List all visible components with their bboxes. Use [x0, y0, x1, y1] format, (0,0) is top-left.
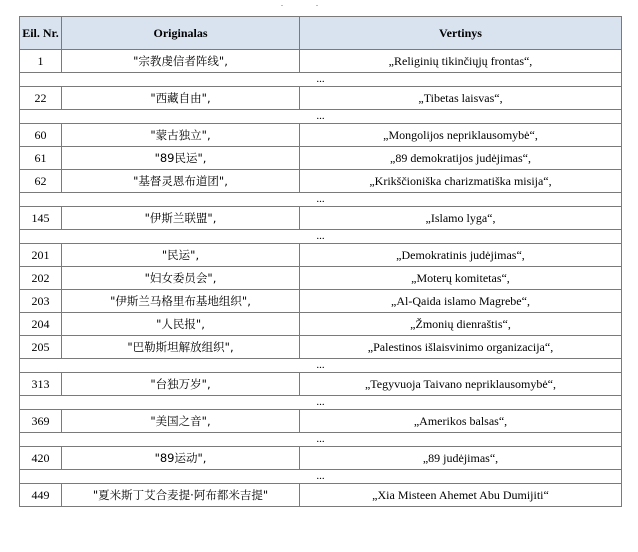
- table-row: [20, 87, 622, 110]
- row-original: "巴勒斯坦解放组织",: [62, 336, 300, 359]
- ellipsis-text: ...: [20, 359, 622, 373]
- ellipsis-text: ...: [20, 396, 622, 410]
- table-row: [20, 447, 622, 470]
- row-translation: „Žmonių dienraštis“,: [300, 313, 622, 336]
- row-number: 420: [20, 447, 62, 470]
- row-original: "伊斯兰联盟",: [62, 207, 300, 230]
- table-row: [20, 244, 622, 267]
- header-original: Originalas: [62, 17, 300, 50]
- row-translation: „Al-Qaida islamo Magrebe“,: [300, 290, 622, 313]
- ellipsis-text: ...: [20, 230, 622, 244]
- row-number: 204: [20, 313, 62, 336]
- table-row: [20, 290, 622, 313]
- header-translation: Vertinys: [300, 17, 622, 50]
- row-original: "89运动",: [62, 447, 300, 470]
- table-body: [20, 50, 622, 507]
- row-number: 201: [20, 244, 62, 267]
- table-row: [20, 207, 622, 230]
- ellipsis-text: ...: [20, 193, 622, 207]
- row-translation: „89 demokratijos judėjimas“,: [300, 147, 622, 170]
- row-translation: „Palestinos išlaisvinimo organizacija“,: [300, 336, 622, 359]
- ellipsis-row: [20, 470, 622, 484]
- ellipsis-row: [20, 359, 622, 373]
- row-number: 369: [20, 410, 62, 433]
- row-original: "台独万岁",: [62, 373, 300, 396]
- terms-table: [19, 16, 622, 507]
- table-row: [20, 50, 622, 73]
- row-number: 313: [20, 373, 62, 396]
- table-row: [20, 410, 622, 433]
- table-row: [20, 484, 622, 507]
- row-translation: „Xia Misteen Ahemet Abu Dumijiti“: [300, 484, 622, 507]
- ellipsis-text: ...: [20, 433, 622, 447]
- row-original: "西藏自由",: [62, 87, 300, 110]
- row-number: 202: [20, 267, 62, 290]
- table-row: [20, 147, 622, 170]
- row-number: 60: [20, 124, 62, 147]
- row-number: 1: [20, 50, 62, 73]
- row-translation: „Moterų komitetas“,: [300, 267, 622, 290]
- row-number: 205: [20, 336, 62, 359]
- row-number: 61: [20, 147, 62, 170]
- row-number: 449: [20, 484, 62, 507]
- table-header: [20, 17, 622, 50]
- row-translation: „Krikščioniška charizmatiška misija“,: [300, 170, 622, 193]
- ellipsis-text: ...: [20, 73, 622, 87]
- ellipsis-row: [20, 396, 622, 410]
- row-translation: „Demokratinis judėjimas“,: [300, 244, 622, 267]
- table-row: [20, 124, 622, 147]
- row-translation: „Tegyvuoja Taivano nepriklausomybė“,: [300, 373, 622, 396]
- row-original: "民运",: [62, 244, 300, 267]
- table-row: [20, 336, 622, 359]
- row-original: "夏米斯丁艾合麦提·阿布都米吉提": [62, 484, 300, 507]
- ellipsis-text: ...: [20, 110, 622, 124]
- row-original: "宗教虔信者阵线",: [62, 50, 300, 73]
- row-original: "基督灵恩布道团",: [62, 170, 300, 193]
- scan-artifact: [0, 5, 638, 9]
- row-translation: „Islamo lyga“,: [300, 207, 622, 230]
- row-original: "蒙古独立",: [62, 124, 300, 147]
- row-number: 203: [20, 290, 62, 313]
- row-original: "美国之音",: [62, 410, 300, 433]
- table-row: [20, 313, 622, 336]
- header-nr: Eil. Nr.: [20, 17, 62, 50]
- row-original: "89民运",: [62, 147, 300, 170]
- row-translation: „Mongolijos nepriklausomybė“,: [300, 124, 622, 147]
- ellipsis-row: [20, 73, 622, 87]
- ellipsis-row: [20, 433, 622, 447]
- row-number: 145: [20, 207, 62, 230]
- table-row: [20, 267, 622, 290]
- table-row: [20, 170, 622, 193]
- row-translation: „Tibetas laisvas“,: [300, 87, 622, 110]
- ellipsis-text: ...: [20, 470, 622, 484]
- ellipsis-row: [20, 230, 622, 244]
- ellipsis-row: [20, 193, 622, 207]
- row-original: "人民报",: [62, 313, 300, 336]
- row-original: "伊斯兰马格里布基地组织",: [62, 290, 300, 313]
- row-translation: „Religinių tikinčiųjų frontas“,: [300, 50, 622, 73]
- row-number: 62: [20, 170, 62, 193]
- table-row: [20, 373, 622, 396]
- row-original: "妇女委员会",: [62, 267, 300, 290]
- row-translation: „89 judėjimas“,: [300, 447, 622, 470]
- row-number: 22: [20, 87, 62, 110]
- row-translation: „Amerikos balsas“,: [300, 410, 622, 433]
- ellipsis-row: [20, 110, 622, 124]
